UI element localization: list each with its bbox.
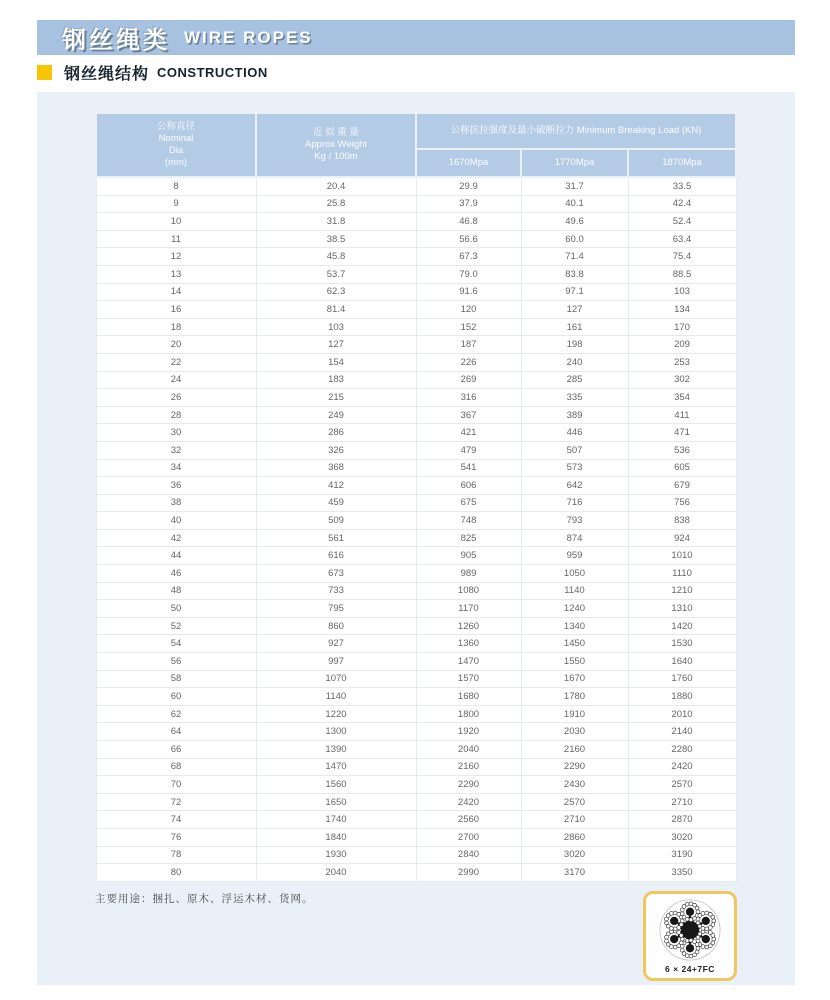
table-cell: 1760	[628, 670, 736, 688]
table-cell: 326	[256, 441, 416, 459]
table-row	[96, 705, 736, 723]
table-cell: 56	[96, 653, 256, 671]
table-cell: 161	[521, 318, 628, 336]
table-cell: 2160	[416, 758, 521, 776]
table-row	[96, 565, 736, 583]
table-row	[96, 494, 736, 512]
table-cell: 187	[416, 336, 521, 354]
table-cell: 825	[416, 529, 521, 547]
rope-construction-card	[643, 891, 737, 981]
header-grade-1770: 1770Mpa	[521, 149, 628, 177]
table-row	[96, 459, 736, 477]
table-cell: 1910	[521, 705, 628, 723]
table-row	[96, 512, 736, 530]
table-cell: 642	[521, 477, 628, 495]
table-cell: 79.0	[416, 265, 521, 283]
table-cell: 1680	[416, 688, 521, 706]
table-cell: 120	[416, 301, 521, 319]
table-cell: 103	[628, 283, 736, 301]
table-cell: 1880	[628, 688, 736, 706]
table-cell: 2030	[521, 723, 628, 741]
table-cell: 1010	[628, 547, 736, 565]
table-cell: 412	[256, 477, 416, 495]
table-cell: 1310	[628, 600, 736, 618]
table-row	[96, 441, 736, 459]
table-cell: 2700	[416, 828, 521, 846]
table-row	[96, 353, 736, 371]
table-cell: 446	[521, 424, 628, 442]
table-cell: 37.9	[416, 195, 521, 213]
table-cell: 1340	[521, 617, 628, 635]
table-cell: 838	[628, 512, 736, 530]
table-cell: 49.6	[521, 213, 628, 231]
section-heading	[37, 62, 268, 82]
table-cell: 2570	[628, 776, 736, 794]
table-cell: 3170	[521, 864, 628, 882]
table-cell: 63.4	[628, 230, 736, 248]
table-cell: 605	[628, 459, 736, 477]
table-cell: 1470	[416, 653, 521, 671]
table-cell: 1840	[256, 828, 416, 846]
table-cell: 46.8	[416, 213, 521, 231]
table-cell: 1920	[416, 723, 521, 741]
table-cell: 70	[96, 776, 256, 794]
table-cell: 2840	[416, 846, 521, 864]
table-row	[96, 617, 736, 635]
table-cell: 81.4	[256, 301, 416, 319]
table-cell: 606	[416, 477, 521, 495]
table-cell: 64	[96, 723, 256, 741]
table-cell: 2290	[416, 776, 521, 794]
table-row	[96, 301, 736, 319]
table-cell: 1570	[416, 670, 521, 688]
table-cell: 2570	[521, 793, 628, 811]
table-cell: 26	[96, 389, 256, 407]
table-row	[96, 723, 736, 741]
table-row	[96, 283, 736, 301]
table-cell: 12	[96, 248, 256, 266]
table-cell: 573	[521, 459, 628, 477]
table-row	[96, 600, 736, 618]
table-cell: 127	[521, 301, 628, 319]
table-cell: 795	[256, 600, 416, 618]
table-cell: 793	[521, 512, 628, 530]
table-cell: 335	[521, 389, 628, 407]
table-cell: 411	[628, 406, 736, 424]
table-cell: 53.7	[256, 265, 416, 283]
table-cell: 11	[96, 230, 256, 248]
table-cell: 88.5	[628, 265, 736, 283]
table-cell: 874	[521, 529, 628, 547]
table-cell: 1070	[256, 670, 416, 688]
table-cell: 44	[96, 547, 256, 565]
table-cell: 253	[628, 353, 736, 371]
table-cell: 50	[96, 600, 256, 618]
table-cell: 3350	[628, 864, 736, 882]
table-cell: 68	[96, 758, 256, 776]
table-cell: 1170	[416, 600, 521, 618]
table-cell: 1260	[416, 617, 521, 635]
table-row	[96, 213, 736, 231]
table-cell: 2990	[416, 864, 521, 882]
table-cell: 91.6	[416, 283, 521, 301]
header-line: Dia	[168, 145, 184, 156]
table-row	[96, 389, 736, 407]
table-cell: 905	[416, 547, 521, 565]
table-cell: 2140	[628, 723, 736, 741]
table-cell: 30	[96, 424, 256, 442]
table-cell: 756	[628, 494, 736, 512]
table-header	[96, 113, 736, 177]
table-cell: 748	[416, 512, 521, 530]
table-cell: 215	[256, 389, 416, 407]
table-cell: 1240	[521, 600, 628, 618]
rope-cross-section-icon	[657, 898, 723, 962]
table-cell: 183	[256, 371, 416, 389]
table-cell: 103	[256, 318, 416, 336]
table-cell: 1930	[256, 846, 416, 864]
table-body	[96, 177, 736, 881]
table-cell: 2160	[521, 741, 628, 759]
table-row	[96, 582, 736, 600]
table-cell: 1360	[416, 635, 521, 653]
table-cell: 36	[96, 477, 256, 495]
table-cell: 1140	[256, 688, 416, 706]
table-cell: 28	[96, 406, 256, 424]
table-row	[96, 318, 736, 336]
table-cell: 2040	[256, 864, 416, 882]
table-row	[96, 529, 736, 547]
table-cell: 134	[628, 301, 736, 319]
table-cell: 507	[521, 441, 628, 459]
table-cell: 48	[96, 582, 256, 600]
table-row	[96, 371, 736, 389]
header-line: 近 似 重 量	[313, 127, 359, 138]
table-row	[96, 265, 736, 283]
header-line: Nominal	[158, 133, 194, 144]
header-nominal-dia	[96, 113, 256, 177]
table-cell: 471	[628, 424, 736, 442]
table-cell: 22	[96, 353, 256, 371]
table-row	[96, 670, 736, 688]
table-row	[96, 635, 736, 653]
header-approx-weight	[256, 113, 416, 177]
table-cell: 479	[416, 441, 521, 459]
table-cell: 2280	[628, 741, 736, 759]
table-cell: 240	[521, 353, 628, 371]
table-cell: 31.8	[256, 213, 416, 231]
table-cell: 616	[256, 547, 416, 565]
table-cell: 269	[416, 371, 521, 389]
table-row	[96, 653, 736, 671]
yellow-square-bullet-icon	[37, 65, 52, 80]
section-title-en: CONSTRUCTION	[157, 64, 268, 80]
table-cell: 1530	[628, 635, 736, 653]
table-cell: 367	[416, 406, 521, 424]
section-title-zh: 钢丝绳结构	[64, 65, 150, 83]
table-cell: 83.8	[521, 265, 628, 283]
table-cell: 249	[256, 406, 416, 424]
table-cell: 1670	[521, 670, 628, 688]
table-row	[96, 336, 736, 354]
table-row	[96, 688, 736, 706]
table-cell: 56.6	[416, 230, 521, 248]
table-cell: 459	[256, 494, 416, 512]
table-cell: 60.0	[521, 230, 628, 248]
table-cell: 38	[96, 494, 256, 512]
table-cell: 927	[256, 635, 416, 653]
wire-rope-spec-table	[95, 112, 737, 882]
table-cell: 24	[96, 371, 256, 389]
table-row	[96, 811, 736, 829]
table-cell: 1210	[628, 582, 736, 600]
table-cell: 75.4	[628, 248, 736, 266]
page-title-en: WIRE ROPES	[184, 27, 313, 47]
table-cell: 58	[96, 670, 256, 688]
table-cell: 997	[256, 653, 416, 671]
table-cell: 389	[521, 406, 628, 424]
table-cell: 80	[96, 864, 256, 882]
table-cell: 860	[256, 617, 416, 635]
table-cell: 1110	[628, 565, 736, 583]
table-row	[96, 741, 736, 759]
table-cell: 561	[256, 529, 416, 547]
table-cell: 2010	[628, 705, 736, 723]
header-grade-1870: 1870Mpa	[628, 149, 736, 177]
header-breaking-load-group: 公称抗拉强度及最小破断拉力 Minimum Breaking Load (KN)	[416, 113, 736, 149]
table-row	[96, 406, 736, 424]
table-cell: 20.4	[256, 177, 416, 195]
table-cell: 924	[628, 529, 736, 547]
table-cell: 285	[521, 371, 628, 389]
table-cell: 16	[96, 301, 256, 319]
header-line: (mm)	[164, 157, 188, 168]
table-cell: 226	[416, 353, 521, 371]
table-cell: 286	[256, 424, 416, 442]
table-cell: 33.5	[628, 177, 736, 195]
table-cell: 354	[628, 389, 736, 407]
table-row	[96, 177, 736, 195]
table-cell: 2430	[521, 776, 628, 794]
table-cell: 62.3	[256, 283, 416, 301]
table-cell: 1470	[256, 758, 416, 776]
content-panel	[37, 92, 795, 985]
header-line: 公称直径	[156, 121, 195, 132]
table-cell: 368	[256, 459, 416, 477]
table-cell: 71.4	[521, 248, 628, 266]
table-cell: 2560	[416, 811, 521, 829]
table-cell: 541	[416, 459, 521, 477]
table-cell: 1220	[256, 705, 416, 723]
table-cell: 509	[256, 512, 416, 530]
table-row	[96, 230, 736, 248]
table-cell: 536	[628, 441, 736, 459]
table-cell: 31.7	[521, 177, 628, 195]
table-cell: 42.4	[628, 195, 736, 213]
table-cell: 52	[96, 617, 256, 635]
rope-construction-label: 6 × 24+7FC	[665, 964, 715, 974]
table-row	[96, 793, 736, 811]
table-row	[96, 547, 736, 565]
table-cell: 302	[628, 371, 736, 389]
table-cell: 40.1	[521, 195, 628, 213]
usage-note: 主要用途：捆扎、原木、浮运木材、货网。	[95, 893, 314, 905]
page-banner	[37, 20, 795, 55]
table-row	[96, 195, 736, 213]
table-cell: 78	[96, 846, 256, 864]
table-row	[96, 828, 736, 846]
table-cell: 209	[628, 336, 736, 354]
table-cell: 9	[96, 195, 256, 213]
header-grade-1670: 1670Mpa	[416, 149, 521, 177]
table-cell: 673	[256, 565, 416, 583]
table-cell: 66	[96, 741, 256, 759]
table-cell: 42	[96, 529, 256, 547]
table-cell: 76	[96, 828, 256, 846]
table-row	[96, 776, 736, 794]
table-cell: 2870	[628, 811, 736, 829]
table-cell: 1740	[256, 811, 416, 829]
table-row	[96, 758, 736, 776]
table-cell: 74	[96, 811, 256, 829]
table-cell: 989	[416, 565, 521, 583]
table-cell: 2420	[416, 793, 521, 811]
table-cell: 3190	[628, 846, 736, 864]
table-cell: 13	[96, 265, 256, 283]
table-cell: 2710	[628, 793, 736, 811]
table-cell: 34	[96, 459, 256, 477]
table-cell: 1650	[256, 793, 416, 811]
table-cell: 2290	[521, 758, 628, 776]
table-cell: 32	[96, 441, 256, 459]
table-cell: 2860	[521, 828, 628, 846]
table-cell: 2710	[521, 811, 628, 829]
table-cell: 1080	[416, 582, 521, 600]
table-cell: 152	[416, 318, 521, 336]
table-cell: 1450	[521, 635, 628, 653]
table-cell: 154	[256, 353, 416, 371]
table-cell: 959	[521, 547, 628, 565]
table-cell: 72	[96, 793, 256, 811]
table-cell: 60	[96, 688, 256, 706]
table-cell: 316	[416, 389, 521, 407]
table-cell: 18	[96, 318, 256, 336]
table-row	[96, 424, 736, 442]
table-cell: 20	[96, 336, 256, 354]
table-cell: 40	[96, 512, 256, 530]
table-cell: 1800	[416, 705, 521, 723]
table-cell: 716	[521, 494, 628, 512]
table-cell: 198	[521, 336, 628, 354]
table-cell: 1420	[628, 617, 736, 635]
table-row	[96, 248, 736, 266]
table-cell: 2420	[628, 758, 736, 776]
table-cell: 733	[256, 582, 416, 600]
table-cell: 170	[628, 318, 736, 336]
table-cell: 679	[628, 477, 736, 495]
table-row	[96, 477, 736, 495]
table-cell: 97.1	[521, 283, 628, 301]
table-cell: 8	[96, 177, 256, 195]
table-row	[96, 864, 736, 882]
table-cell: 1560	[256, 776, 416, 794]
table-cell: 54	[96, 635, 256, 653]
table-cell: 1050	[521, 565, 628, 583]
table-cell: 29.9	[416, 177, 521, 195]
table-cell: 1780	[521, 688, 628, 706]
table-cell: 52.4	[628, 213, 736, 231]
table-cell: 1640	[628, 653, 736, 671]
table-cell: 25.8	[256, 195, 416, 213]
table-cell: 421	[416, 424, 521, 442]
header-line: Kg / 100m	[314, 151, 358, 162]
table-cell: 127	[256, 336, 416, 354]
table-cell: 46	[96, 565, 256, 583]
table-cell: 2040	[416, 741, 521, 759]
header-line: Approx Weight	[304, 139, 368, 150]
table-cell: 3020	[628, 828, 736, 846]
page-title-zh: 钢丝绳类	[62, 27, 170, 54]
table-cell: 1300	[256, 723, 416, 741]
table-row	[96, 846, 736, 864]
table-cell: 62	[96, 705, 256, 723]
table-cell: 10	[96, 213, 256, 231]
table-cell: 1390	[256, 741, 416, 759]
table-cell: 3020	[521, 846, 628, 864]
table-cell: 38.5	[256, 230, 416, 248]
table-cell: 675	[416, 494, 521, 512]
table-cell: 67.3	[416, 248, 521, 266]
table-cell: 1550	[521, 653, 628, 671]
table-cell: 14	[96, 283, 256, 301]
table-cell: 45.8	[256, 248, 416, 266]
table-cell: 1140	[521, 582, 628, 600]
